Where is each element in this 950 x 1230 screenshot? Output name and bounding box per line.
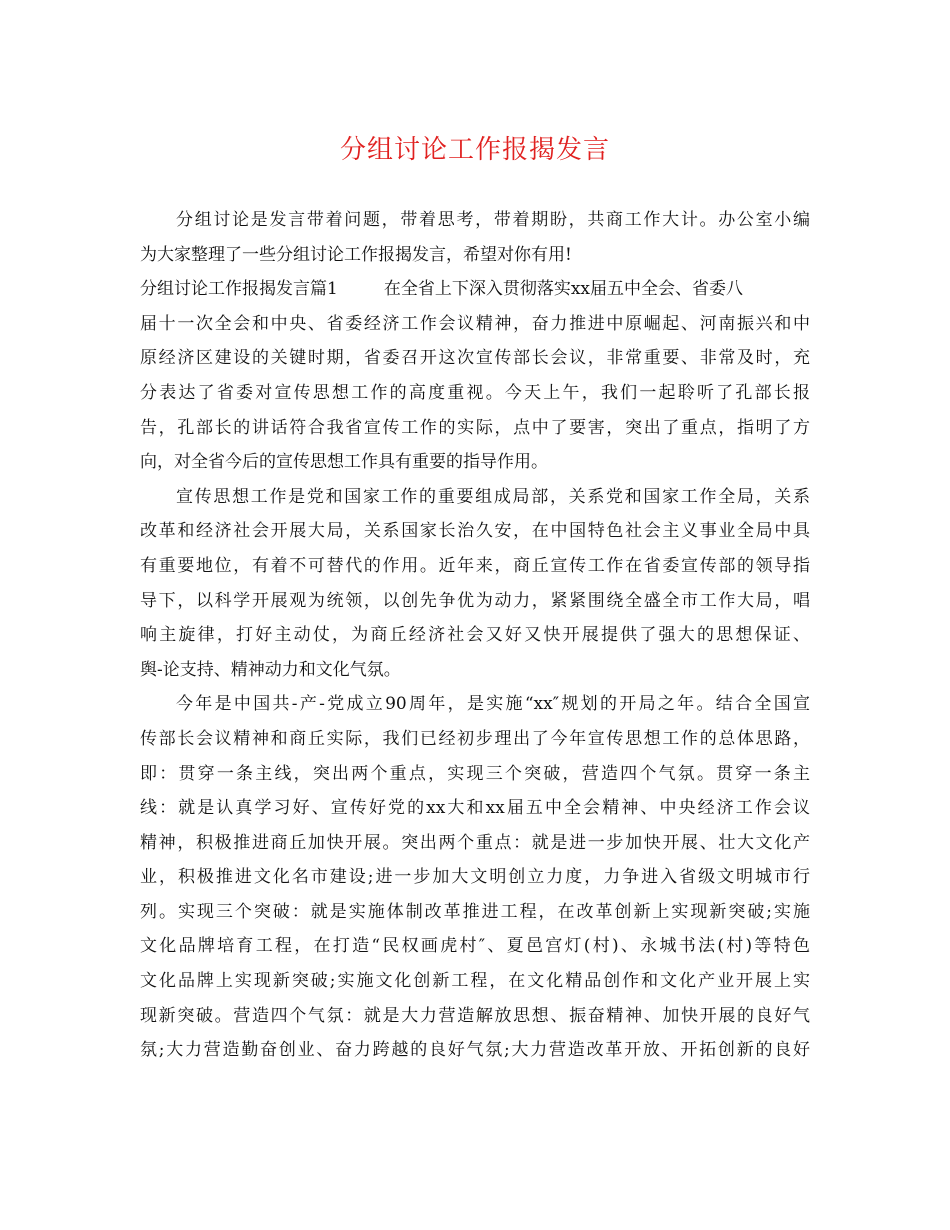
- paragraph-line: 有重要地位，有着不可替代的作用。近年来，商丘宣传工作在省委宣传部的领导指: [140, 555, 810, 576]
- document-body: [140, 203, 810, 1068]
- paragraph-line: 舆-论支持、精神动力和文化气氛。: [140, 659, 401, 680]
- intro-line: 为大家整理了一些分组讨论工作报揭发言，希望对你有用!: [140, 244, 572, 265]
- paragraph-line: 传部长会议精神和商丘实际，我们已经初步理出了今年宣传思想工作的总体思路，: [140, 728, 810, 749]
- section-heading-line: [140, 272, 810, 307]
- paragraph-line: 原经济区建设的关键时期，省委召开这次宣传部长会议，非常重要、非常及时，充: [140, 348, 810, 369]
- document-title: 分组讨论工作报揭发言: [339, 135, 610, 165]
- paragraph-line: 今年是中国共-产-党成立90周年，是实施“xx″规划的开局之年。结合全国宣: [176, 694, 810, 715]
- paragraph-line: 分表达了省委对宣传思想工作的高度重视。今天上午，我们一起聆听了孔部长报: [140, 382, 810, 403]
- paragraph-line: 告，孔部长的讲话符合我省宣传工作的实际，点中了要害，突出了重点，指明了方: [140, 417, 810, 438]
- paragraph-line: 线：就是认真学习好、宣传好党的xx大和xx届五中全会精神、中央经济工作会议: [140, 798, 810, 819]
- paragraph-line: 届十一次全会和中央、省委经济工作会议精神，奋力推进中原崛起、河南振兴和中: [140, 313, 810, 334]
- paragraph-line: 文化品牌上实现新突破;实施文化创新工程，在文化精品创作和文化产业开展上实: [140, 971, 810, 992]
- paragraph-line: 导下，以科学开展观为统领，以创先争优为动力，紧紧围绕全盛全市工作大局，唱: [140, 590, 810, 611]
- paragraph-line: 宣传思想工作是党和国家工作的重要组成局部，关系党和国家工作全局，关系: [176, 486, 810, 507]
- paragraph-line: 氛;大力营造勤奋创业、奋力跨越的良好气氛;大力营造改革开放、开拓创新的良好: [140, 1040, 810, 1061]
- intro-line: 分组讨论是发言带着问题，带着思考，带着期盼，共商工作大计。办公室小编: [176, 210, 810, 230]
- paragraph-line: 文化品牌培育工程，在打造“民权画虎村″、夏邑宫灯(村)、永城书法(村)等特色: [140, 936, 810, 957]
- section-label: 分组讨论工作报揭发言篇1: [140, 279, 338, 300]
- paragraph-line: 向，对全省今后的宣传思想工作具有重要的指导作用。: [140, 452, 548, 473]
- paragraph-line: 即：贯穿一条主线，突出两个重点，实现三个突破，营造四个气氛。贯穿一条主: [140, 763, 810, 784]
- paragraph-line: 业，积极推进文化名市建设;进一步加大文明创立力度，力争进入省级文明城市行: [140, 867, 810, 888]
- paragraph-line: 改革和经济社会开展大局，关系国家长治久安，在中国特色社会主义事业全局中具: [140, 521, 810, 542]
- paragraph-line: 列。实现三个突破：就是实施体制改革推进工程，在改革创新上实现新突破;实施: [140, 901, 810, 922]
- section-first-text: 在全省上下深入贯彻落实xx届五中全会、省委八: [383, 279, 744, 300]
- paragraph-line: 现新突破。营造四个气氛：就是大力营造解放思想、振奋精神、加快开展的良好气: [140, 1005, 810, 1026]
- paragraph-line: 响主旋律，打好主动仗，为商丘经济社会又好又快开展提供了强大的思想保证、: [140, 625, 810, 646]
- paragraph-line: 精神，积极推进商丘加快开展。突出两个重点：就是进一步加快开展、壮大文化产: [140, 832, 810, 853]
